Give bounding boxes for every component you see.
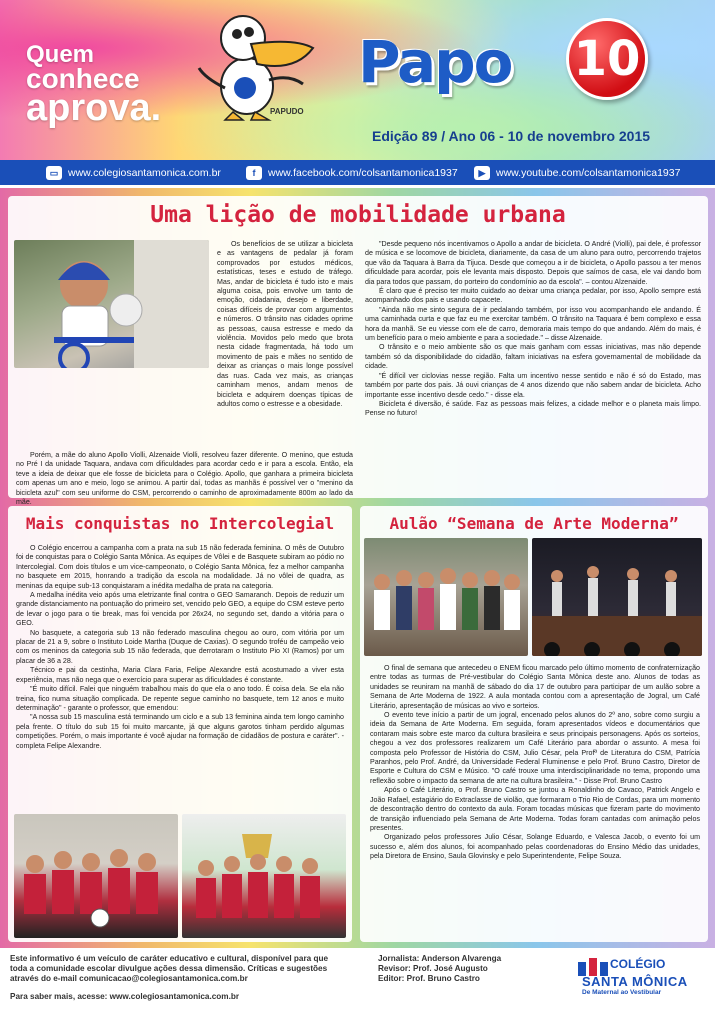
paragraph: O trânsito e o meio ambiente são os que mais ganham com essas iniciativas, mas não depende também só da disponibilidade do cidadão, faltam iniciativas na esfera governamental de mobilidade da cidade. bbox=[365, 343, 701, 371]
tagline bbox=[26, 41, 162, 129]
paragraph: "É muito difícil. Falei que ninguém trabalhou mais do que ela o ano todo. É coisa dela. Se ela não treina, fico numa situação complicada. De repente segue caminho no basquete, tem 12 anos e muito determinação" - garante o professor, que emendou: bbox=[16, 685, 344, 712]
stage-illustration bbox=[532, 538, 702, 656]
site-link[interactable] bbox=[46, 166, 221, 180]
links-bar bbox=[0, 160, 715, 188]
mascot-pelican-illustration bbox=[185, 8, 325, 123]
article-intercolegial bbox=[8, 506, 352, 942]
footer-credits bbox=[378, 954, 558, 984]
article-mobility-p2-text: Porém, a mãe do aluno Apollo Violli, Alzenaide Violli, resolveu fazer diferente. O menino, que estuda no Pré I da unidade Taquara, andava com dificuldades para acordar cedo e ir para a escola. Então, ela teve a ideia de deixar que ele fosse de bicicleta para o Colégio. Apollo, que ganhara a primeira bicicleta com apenas um ano e meio, logo se animou. A partir daí, todas as manhãs é possível ver o "menino da bicicleta azul" com seu uniforme do CSM, percorrendo o caminho de aproximadamente 800m ao lado da mãe. bbox=[16, 451, 353, 507]
photo-basketball-team bbox=[182, 814, 346, 938]
tagline-line-3: aprova. bbox=[26, 86, 162, 129]
tagline-line-1: Quem bbox=[26, 41, 95, 68]
computer-icon: ▭ bbox=[46, 166, 62, 180]
logo-number-badge: 10 bbox=[566, 18, 648, 100]
paragraph: "Desde pequeno nós incentivamos o Apollo a andar de bicicleta. O André (Violli), pai dele, é professor de música e se locomove de bicicleta, diariamente, da casa de um aluno para outro, percorrendo trajetos que vão da Taquara à Barra da Tijuca. Desde que começou a ir de bicicleta, o Apollo passou a ter menos dificuldade para acordar, pois ele levanta mais disposto. Depois que saímos de casa, ele vai dando bom dia para todos que passam, do porteiro do condomínio ao da escola". – contou Alzenaide. bbox=[365, 240, 701, 286]
facebook-icon: f bbox=[246, 166, 262, 180]
paragraph: Bicicleta é diversão, é saúde. Faz as pessoas mais felizes, a cidade melhor e o planeta mais limpo. Pense no futuro! bbox=[365, 399, 701, 418]
youtube-link[interactable] bbox=[474, 166, 680, 180]
paragraph: "Ainda não me sinto segura de ir pedalando também, por isso vou acompanhando ele andando. É uma caminhada curta e que faz eu me exercitar também. O trânsito na Taquara é bem complexo e essa hora da manhã. Se eu viesse com ele de carro, demoraria mais tempo do que andando. Além do mais, é um benefício para o meio ambiente e para a sociedade." – disse Alzenaide. bbox=[365, 305, 701, 343]
paragraph: "A nossa sub 15 masculina está terminando um ciclo e a sub 13 feminina ainda tem longo caminho pela frente. O título do sub 15 foi muito marcante, já que alguns garotos tinham perdido algumas competições. Porém, o mais importante é você ajudar na formação de cidadãos de postura e caráter". - completa Felipe Alexandre. bbox=[16, 713, 344, 750]
tagline-line-2: conhece bbox=[26, 62, 140, 94]
photo-boy-on-bicycle bbox=[14, 240, 209, 368]
paragraph: Técnico e pai da cestinha, Maria Clara Faria, Felipe Alexandre está acostumado a viver esta experiência, mas não nega que o exercício para superar as dificuldades é constante. bbox=[16, 666, 344, 684]
paragraph: O final de semana que antecedeu o ENEM ficou marcado pelo último momento de confraternização entre todas as turmas de Pré-vestibular do Colégio Santa Mônica deste ano. Alunos de todas as unidades se reuniram na manhã de sábado do dia 17 de outubro para participar de um aulão sobre a Semana de Arte Moderna de 1922. A aula montada contou com a apresentação de Jogral, um Café Literário, apresentação de músicas ao vivo e sorteios. bbox=[370, 664, 700, 710]
article-mobility-intro bbox=[217, 240, 353, 409]
footer-info: Este informativo é um veículo de caráter educativo e cultural, disponível para que toda a comunidade escolar divulgue ações dessa dimensão. Críticas e sugestões através do e-mail comunicacao@colegiosantamonica.com.br bbox=[10, 954, 329, 983]
article-semana-arte bbox=[360, 506, 708, 942]
facebook-link[interactable] bbox=[246, 166, 458, 180]
article-intercolegial-title: Mais conquistas no Intercolegial bbox=[25, 514, 335, 533]
paragraph: É claro que é preciso ter muito cuidado ao deixar uma criança pedalar, por isso, Apollo sempre está acompanhado dos pais e usando capacete. bbox=[365, 287, 701, 305]
group-photo-illustration bbox=[364, 538, 528, 656]
paragraph: Após o Café Literário, o Prof. Bruno Castro se juntou a Ronaldinho do Cavaco, Patrick Angelo e João Rafael, estagiário do Extraclasse de violão, que formaram o Trio Rio de Cordas, para um momento de descontração dentro do contexto da aula. Foram tocadas músicas que fizeram parte do movimento de transição influenciado pela Semana de Arte Moderna. Todas foram cantadas com animação pelos presentes. bbox=[370, 786, 700, 832]
edition-info: Edição 89 / Ano 06 - 10 de novembro 2015 bbox=[372, 128, 651, 144]
basketball-team-illustration bbox=[182, 814, 346, 938]
bicycle-scene-illustration bbox=[14, 240, 209, 368]
article-mobility-title: Uma lição de mobilidade urbana bbox=[150, 202, 566, 228]
article-semana-arte-title: Aulão “Semana de Arte Moderna” bbox=[389, 514, 679, 533]
article-mobility-p2 bbox=[16, 451, 353, 507]
article-intercolegial-body bbox=[16, 544, 344, 751]
school-slogan: De Maternal ao Vestibular bbox=[582, 989, 662, 996]
credit-editor: Editor: Prof. Bruno Castro bbox=[378, 974, 480, 983]
school-name-line1: COLÉGIO bbox=[610, 957, 666, 971]
masthead bbox=[0, 0, 715, 160]
school-logo bbox=[578, 954, 708, 996]
credit-journalist: Jornalista: Anderson Alvarenga bbox=[378, 954, 502, 963]
footer-more-link[interactable]: Para saber mais, acesse: www.colegiosantamonica.com.br bbox=[10, 992, 240, 1001]
photo-group-students bbox=[364, 538, 528, 656]
photo-stage-music bbox=[532, 538, 702, 656]
article-mobility-right-column bbox=[365, 240, 701, 419]
logo-word: Papo bbox=[358, 28, 512, 96]
article-mobility bbox=[8, 196, 708, 507]
paragraph: "É difícil ver ciclovias nesse região. Falta um incentivo nesse sentido e não é só do Estado, mas também por parte dos pais. Já ouvi crianças de 4 anos dizendo que não sabem andar de bicicleta. Acho importante esse incentivo desde cedo." - disse ela. bbox=[365, 371, 701, 399]
article-mobility-intro-text: Os benefícios de se utilizar a bicicleta e as vantagens de pedalar já foram comprovados por estudos médicos, estatísticas, teses e estudo de tráfego. Mas, andar de bicicleta é tudo isto e mais alguma coisa, pois envolve um tanto de emoção, cidadania, desejo e liberdade, coisas difíceis de provar com argumentos e números. O trânsito nas cidades oprime as pessoas, causa estresse e medo da violência. Movidos pelo medo que brota nesta cidade fragmentada, há todo um movimento de pais e mães no sentido de deixar as crianças o mais longe possível das ruas. Cada vez mais, as crianças caminham menos, andam menos de bicicleta e adquirem doenças típicas de adultos como o estresse e a obesidade. bbox=[217, 240, 353, 408]
site-link-text: www.colegiosantamonica.com.br bbox=[68, 167, 221, 179]
paragraph: No basquete, a categoria sub 13 não federado masculina chegou ao ouro, com vitória por um placar de 21 a 9, sobre o Instituto Loide Martha (Duque de Caxias). O segundo troféu de campeão veio com os meninos da categoria sub 15 não federada, que derrotaram o Instituto Pio XI (Ramos) por um placar de 36 a 28. bbox=[16, 628, 344, 665]
paragraph: A medalha inédita veio após uma eletrizante final contra o GEO Samaranch. Depois de reduzir um grande distanciamento na pontuação do primeiro set, vencido pelo GEO, a equipe do CSM esteve perto de levar o jogo para o tie break, mas foi vencida por 26x24, no segundo set, dando a vitória para o GEO. bbox=[16, 591, 344, 628]
photo-volleyball-team bbox=[14, 814, 178, 938]
credit-reviewer: Revisor: Prof. José Augusto bbox=[378, 964, 488, 973]
youtube-link-text: www.youtube.com/colsantamonica1937 bbox=[496, 167, 681, 179]
school-name-line2: SANTA MÔNICA bbox=[582, 974, 688, 989]
facebook-link-text: www.facebook.com/colsantamonica1937 bbox=[268, 167, 458, 179]
paragraph: Organizado pelos professores Julio César, Solange Eduardo, e Valesca Jacob, o evento foi um sucesso e, além dos alunos, foi acompanhado pelas coordenadoras do Ensino Médio das unidades, pela Diretora de Ensino, Saula Glovinsky e pelo Superintendente, Felipe Souza. bbox=[370, 833, 700, 861]
mascot-name: PAPUDO bbox=[270, 107, 304, 116]
volleyball-team-illustration bbox=[14, 814, 178, 938]
paragraph: O evento teve início a partir de um jogral, encenado pelos alunos do 2º ano, sobre como surgiu a ideia da Semana de Arte Moderna. Em seguida, foram apresentados vídeos e documentários que contaram mais sobre este marco da cultura brasileira e seus principais personagens. Após os sorteios, chegou a vez dos professores realizarem um Café Literário para abordar o assunto. A mesa foi composta pelo Professor de História do CSM, Julio César, pela Profª de Literatura do CSM, Patrícia Paranhos, pelo Prof. André, da Universidade Federal Fluminense e pelo Prof. Bruno Castro, Diretor de Esporte e Cultura do CSM e Músico. "O café trouxe uma interdisciplinaridade no tema, propondo uma reflexão sobre o impacto da semana de arte na cultura brasileira." - Disse Prof. Bruno Castro bbox=[370, 711, 700, 785]
paragraph: O Colégio encerrou a campanha com a prata na sub 15 não federada feminina. O mês de Outubro foi de conquistas para o Colégio Santa Mônica. As equipes de Vôlei e de Basquete subiram ao pódio no Intercolegial. Com dois títulos e um vice-campeonato, o Colégio Santa Mônica, fez a melhor campanha no basquete em 2015, honrando a tradição da escola na modalidade. Já no vôlei de quadra, as meninas da equipe sub-13 conquistaram a inédita medalha de prata na categoria. bbox=[16, 544, 344, 590]
footer bbox=[0, 948, 715, 1024]
article-semana-arte-body bbox=[370, 664, 700, 862]
youtube-icon: ▶ bbox=[474, 166, 490, 180]
